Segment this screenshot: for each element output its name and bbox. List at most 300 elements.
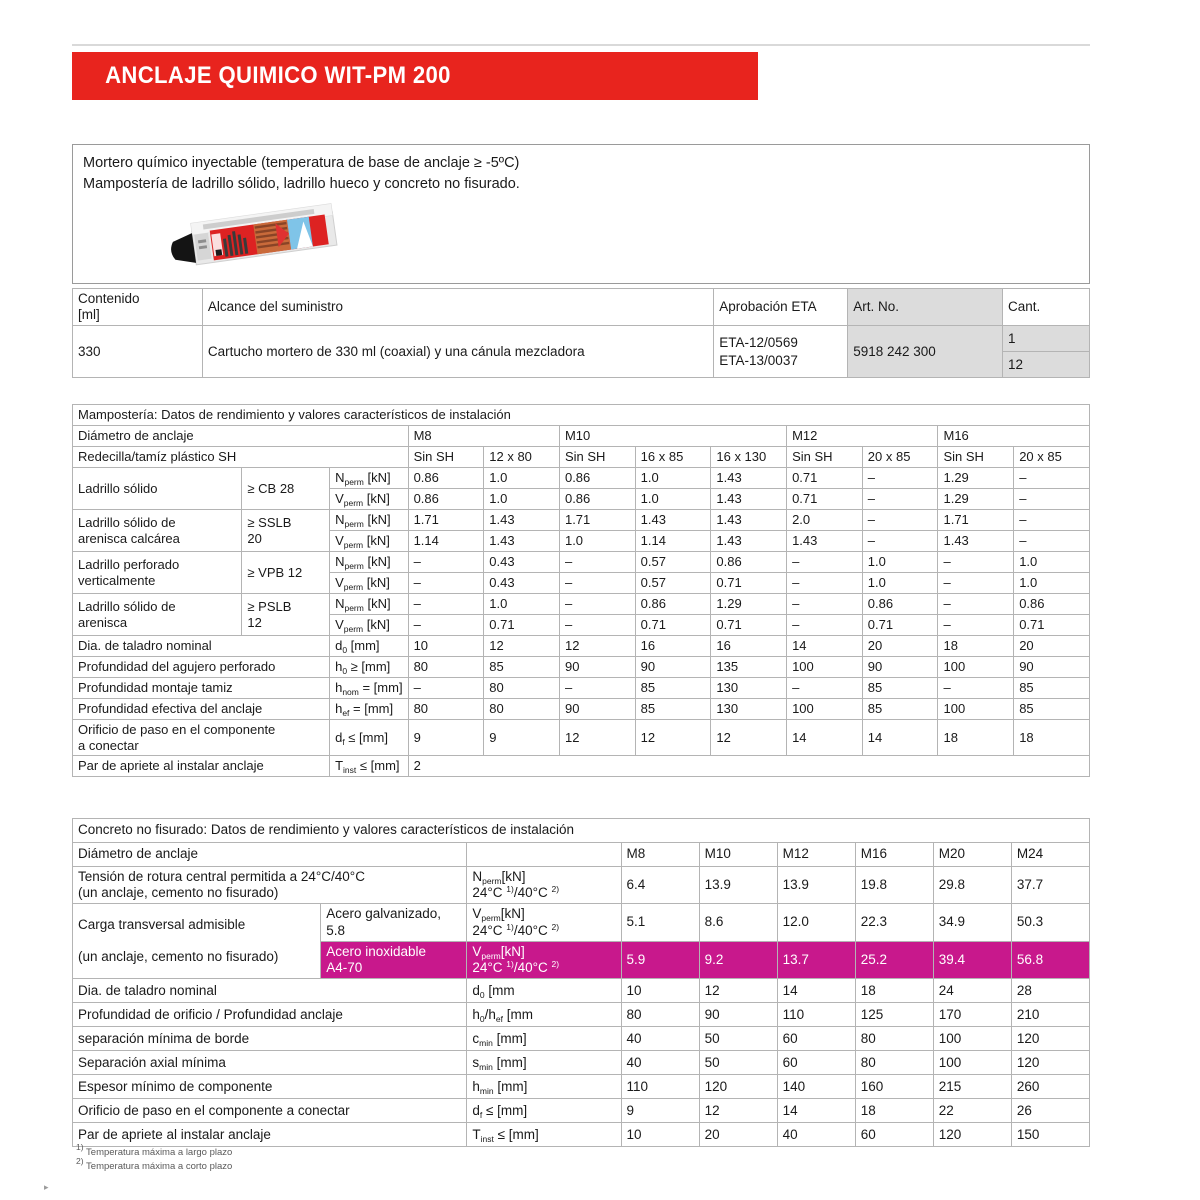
data-cell: – (862, 531, 938, 552)
data-cell: – (1014, 489, 1090, 510)
data-cell: 1.43 (711, 468, 787, 489)
data-cell: 215 (933, 1075, 1011, 1099)
cell-art-no: 5918 242 300 (848, 326, 1003, 378)
data-cell: – (787, 615, 863, 636)
data-cell: 80 (408, 699, 484, 720)
data-cell: 5.9 (621, 941, 699, 978)
data-cell: 12 (635, 720, 711, 756)
data-cell: 12 (484, 636, 560, 657)
data-cell: 1.14 (635, 531, 711, 552)
data-cell: 85 (862, 678, 938, 699)
data-cell: 0.57 (635, 552, 711, 573)
concrete-caption: Concreto no fisurado: Datos de rendimiento y valores característicos de instalación (73, 819, 1090, 843)
dimension-label: Par de apriete al instalar anclaje (73, 1123, 467, 1147)
symbol-temps: 24°C $^{1)}$/40°C $^{2)}$ (472, 884, 560, 901)
data-cell: 37.7 (1011, 867, 1089, 904)
data-cell: 2 (408, 756, 1089, 777)
symbol-cell (467, 1003, 621, 1027)
data-cell: 50 (699, 1051, 777, 1075)
data-cell: 9 (408, 720, 484, 756)
data-cell: 19.8 (855, 867, 933, 904)
symbol-cell (330, 573, 408, 594)
data-cell: 0.86 (635, 594, 711, 615)
data-cell: 1.43 (711, 531, 787, 552)
data-cell: 40 (621, 1027, 699, 1051)
page-corner-mark: ▸ (44, 1182, 49, 1192)
symbol-cell (330, 510, 408, 531)
concrete-table (72, 818, 1090, 1147)
masonry-dimension-row (73, 699, 1090, 720)
symbol: $d_f \le [mm]$ (472, 1102, 528, 1120)
description-line-2: Mampostería de ladrillo sólido, ladrillo hueco y concreto no fisurado. (83, 176, 520, 193)
data-cell: 60 (777, 1051, 855, 1075)
diameter-header: M16 (855, 843, 933, 867)
masonry-sieve-label: Redecilla/tamíz plástico SH (73, 447, 409, 468)
dimension-label: Dia. de taladro nominal (73, 979, 467, 1003)
data-cell: – (938, 594, 1014, 615)
data-cell: 9.2 (699, 941, 777, 978)
data-cell: 13.9 (699, 867, 777, 904)
data-cell: 1.0 (1014, 573, 1090, 594)
diameter-header: M20 (933, 843, 1011, 867)
data-cell: 80 (621, 1003, 699, 1027)
sieve-header: 16 x 130 (711, 447, 787, 468)
symbol-cell (467, 1051, 621, 1075)
data-cell: 1.14 (408, 531, 484, 552)
data-cell: 85 (1014, 678, 1090, 699)
data-cell: – (862, 468, 938, 489)
concrete-diameter-row (73, 843, 1090, 867)
material-name: Ladrillo sólido de arenisca calcárea (73, 510, 242, 552)
concrete-table-box (72, 818, 1090, 1144)
data-cell: 1.71 (408, 510, 484, 531)
data-cell: 1.0 (635, 489, 711, 510)
footnote-2-marker: 2) (76, 1156, 84, 1167)
data-cell: 1.43 (711, 489, 787, 510)
data-cell: 80 (484, 678, 560, 699)
symbol: $s_{min}$ [mm] (472, 1054, 527, 1072)
data-cell: 20 (1014, 636, 1090, 657)
symbol-cell (330, 699, 408, 720)
data-cell: 210 (1011, 1003, 1089, 1027)
data-cell: – (408, 678, 484, 699)
page-title: ANCLAJE QUIMICO WIT-PM 200 (105, 62, 451, 89)
sieve-header: 20 x 85 (1014, 447, 1090, 468)
symbol-cell (330, 552, 408, 573)
sieve-header: 12 x 80 (484, 447, 560, 468)
symbol: $h_{min}$ [mm] (472, 1078, 528, 1096)
concrete-dimension-row (73, 1099, 1090, 1123)
symbol: $V_{perm}[kN]$ (472, 906, 525, 924)
data-cell: 0.86 (408, 489, 484, 510)
masonry-table-box (72, 404, 1090, 798)
product-table-row (73, 326, 1090, 352)
material-name: Ladrillo sólido (73, 468, 242, 510)
symbol: $c_{min}$ [mm] (472, 1030, 527, 1048)
data-cell: 25.2 (855, 941, 933, 978)
data-cell: 0.71 (635, 615, 711, 636)
dimension-label: Orificio de paso en el componente a conectar (73, 1099, 467, 1123)
data-cell: 0.71 (787, 489, 863, 510)
data-cell: 90 (559, 699, 635, 720)
diameter-header: M24 (1011, 843, 1089, 867)
sieve-header: Sin SH (408, 447, 484, 468)
masonry-caption-row (73, 405, 1090, 426)
symbol-cell (330, 756, 408, 777)
header-contenido-l2: [ml] (78, 307, 100, 323)
data-cell: 16 (635, 636, 711, 657)
data-cell: 0.71 (1014, 615, 1090, 636)
data-cell: 90 (559, 657, 635, 678)
data-cell: 100 (938, 657, 1014, 678)
data-cell: 0.86 (1014, 594, 1090, 615)
data-cell: 80 (855, 1027, 933, 1051)
symbol: $N_{perm}[kN]$ (472, 869, 526, 886)
symbol: $N_{perm}$ [kN] (335, 596, 391, 614)
data-cell: 1.43 (787, 531, 863, 552)
data-cell: 28 (1011, 979, 1089, 1003)
data-cell: 1.0 (635, 468, 711, 489)
data-cell: 29.8 (933, 867, 1011, 904)
description-line-1: Mortero químico inyectable (temperatura de base de anclaje ≥ -5ºC) (83, 155, 520, 171)
data-cell: 120 (699, 1075, 777, 1099)
header-alcance: Alcance del suministro (202, 289, 713, 326)
data-cell: 110 (621, 1075, 699, 1099)
data-cell: 0.86 (711, 552, 787, 573)
data-cell: 12 (699, 1099, 777, 1123)
data-cell: 34.9 (933, 904, 1011, 941)
data-cell: 90 (635, 657, 711, 678)
diameter-header: M10 (559, 426, 786, 447)
sieve-header: 20 x 85 (862, 447, 938, 468)
dimension-label: Profundidad efectiva del anclaje (73, 699, 330, 720)
data-cell: 100 (938, 699, 1014, 720)
data-cell: 0.43 (484, 552, 560, 573)
data-cell: 20 (699, 1123, 777, 1147)
masonry-table (72, 404, 1090, 777)
data-cell: 10 (621, 1123, 699, 1147)
data-cell: 0.86 (559, 489, 635, 510)
header-cant: Cant. (1003, 289, 1090, 326)
data-cell: – (1014, 531, 1090, 552)
concrete-tension-row (73, 867, 1090, 904)
concrete-dimension-row (73, 979, 1090, 1003)
symbol-cell (467, 904, 621, 941)
data-cell: 1.43 (711, 510, 787, 531)
data-cell: 1.0 (862, 573, 938, 594)
diameter-header: M10 (699, 843, 777, 867)
data-cell: 18 (938, 720, 1014, 756)
data-cell: 18 (1014, 720, 1090, 756)
top-divider (72, 44, 1090, 46)
material-grade: ≥ CB 28 (242, 468, 330, 510)
data-cell: 170 (933, 1003, 1011, 1027)
data-cell: 18 (855, 979, 933, 1003)
data-cell: 1.29 (938, 468, 1014, 489)
data-cell: – (1014, 468, 1090, 489)
diameter-header: M16 (938, 426, 1090, 447)
data-cell: 1.0 (484, 489, 560, 510)
data-cell: 12 (559, 636, 635, 657)
symbol: $h_0/h_{ef}$ [mm (472, 1006, 533, 1024)
footnote-1-text: Temperatura máxima a largo plazo (86, 1147, 233, 1158)
data-cell: 40 (621, 1051, 699, 1075)
symbol-temps: 24°C $^{1)}$/40°C $^{2)}$ (472, 921, 560, 938)
concrete-dimension-row (73, 1051, 1090, 1075)
data-cell: 12 (711, 720, 787, 756)
data-cell: – (787, 594, 863, 615)
data-cell: 110 (777, 1003, 855, 1027)
concrete-caption-row (73, 819, 1090, 843)
data-cell: 6.4 (621, 867, 699, 904)
dimension-label: Dia. de taladro nominal (73, 636, 330, 657)
symbol: $N_{perm}$ [kN] (335, 512, 391, 530)
data-cell: 56.8 (1011, 941, 1089, 978)
symbol-cell (467, 1123, 621, 1147)
data-cell: 20 (862, 636, 938, 657)
data-cell: 14 (777, 1099, 855, 1123)
data-cell: 1.0 (484, 468, 560, 489)
cell-cant-1: 1 (1003, 326, 1090, 352)
masonry-material-row (73, 510, 1090, 531)
cartridge-icon (165, 203, 365, 269)
data-cell: 1.43 (635, 510, 711, 531)
masonry-sieve-row (73, 447, 1090, 468)
symbol-cell (467, 1027, 621, 1051)
symbol-cell (330, 489, 408, 510)
dimension-label: separación mínima de borde (73, 1027, 467, 1051)
material-grade: ≥ PSLB 12 (242, 594, 330, 636)
data-cell: 0.71 (711, 615, 787, 636)
header-aprobacion-eta: Aprobación ETA (714, 289, 848, 326)
dimension-label: Profundidad del agujero perforado (73, 657, 330, 678)
data-cell: 39.4 (933, 941, 1011, 978)
concrete-dimension-row (73, 1075, 1090, 1099)
masonry-material-row (73, 552, 1090, 573)
data-cell: 18 (938, 636, 1014, 657)
data-cell: 1.0 (1014, 552, 1090, 573)
diameter-header: M8 (408, 426, 559, 447)
footnotes (76, 1142, 676, 1175)
masonry-dimension-row (73, 678, 1090, 699)
data-cell: 120 (1011, 1051, 1089, 1075)
data-cell: – (559, 552, 635, 573)
symbol: $d_0$ [mm] (335, 638, 380, 656)
masonry-diameter-row (73, 426, 1090, 447)
data-cell: 16 (711, 636, 787, 657)
diameter-header: M12 (777, 843, 855, 867)
data-cell: 85 (635, 678, 711, 699)
data-cell: 120 (933, 1123, 1011, 1147)
data-cell: 1.29 (711, 594, 787, 615)
data-cell: 0.71 (862, 615, 938, 636)
data-cell: – (938, 615, 1014, 636)
data-cell: – (862, 510, 938, 531)
data-cell: – (787, 573, 863, 594)
data-cell: 1.0 (862, 552, 938, 573)
data-cell: 1.71 (559, 510, 635, 531)
data-cell: 140 (777, 1075, 855, 1099)
sieve-header: 16 x 85 (635, 447, 711, 468)
symbol: $T_{inst} \le [mm]$ (335, 758, 400, 776)
symbol: $T_{inst} \le [mm]$ (472, 1126, 539, 1144)
data-cell: – (938, 552, 1014, 573)
dimension-label: Profundidad de orificio / Profundidad anclaje (73, 1003, 467, 1027)
data-cell: – (408, 594, 484, 615)
data-cell: 1.0 (484, 594, 560, 615)
data-cell: 14 (777, 979, 855, 1003)
data-cell: 0.86 (559, 468, 635, 489)
data-cell: 26 (1011, 1099, 1089, 1123)
symbol: $h_{ef} = [mm]$ (335, 701, 394, 719)
footnote-2 (76, 1156, 676, 1174)
data-cell: 90 (1014, 657, 1090, 678)
diameter-header: M12 (787, 426, 938, 447)
data-cell: 50.3 (1011, 904, 1089, 941)
data-cell: 60 (777, 1027, 855, 1051)
data-cell: – (408, 552, 484, 573)
data-cell: 14 (787, 636, 863, 657)
description-text (73, 145, 1089, 195)
data-cell: 0.57 (635, 573, 711, 594)
sieve-header: Sin SH (559, 447, 635, 468)
sieve-header: Sin SH (938, 447, 1014, 468)
data-cell: 90 (862, 657, 938, 678)
material-grade: ≥ VPB 12 (242, 552, 330, 594)
masonry-torque-row (73, 756, 1090, 777)
material-galvanized: Acero galvanizado, 5.8 (321, 904, 467, 941)
data-cell: 130 (711, 678, 787, 699)
shear-label: Carga transversal admisible (un anclaje, cemento no fisurado) (73, 904, 321, 979)
symbol: $h_0 \ge [mm]$ (335, 659, 391, 677)
symbol: $h_{nom} = [mm]$ (335, 680, 403, 698)
material-name: Ladrillo perforado verticalmente (73, 552, 242, 594)
symbol-cell (330, 720, 408, 756)
data-cell: 9 (484, 720, 560, 756)
data-cell: 0.86 (408, 468, 484, 489)
material-grade: ≥ SSLB 20 (242, 510, 330, 552)
data-cell: 22.3 (855, 904, 933, 941)
data-cell: – (787, 678, 863, 699)
data-cell: 120 (1011, 1027, 1089, 1051)
data-cell: 40 (777, 1123, 855, 1147)
cell-cant-2: 12 (1003, 352, 1090, 378)
data-cell: – (938, 573, 1014, 594)
data-cell: 14 (787, 720, 863, 756)
sieve-header: Sin SH (787, 447, 863, 468)
symbol: $d_f \le [mm]$ (335, 729, 388, 747)
symbol: $V_{perm}$ [kN] (335, 617, 390, 635)
symbol: $V_{perm}[kN]$ (472, 943, 525, 961)
data-cell: 1.29 (938, 489, 1014, 510)
symbol-cell (467, 867, 621, 904)
data-cell: 150 (1011, 1123, 1089, 1147)
footnote-2-text: Temperatura máxima a corto plazo (86, 1161, 233, 1173)
data-cell: 60 (855, 1123, 933, 1147)
data-cell: 12.0 (777, 904, 855, 941)
symbol: $N_{perm}$ [kN] (335, 554, 391, 572)
data-cell: 80 (855, 1051, 933, 1075)
dimension-label: Espesor mínimo de componente (73, 1075, 467, 1099)
data-cell: 18 (855, 1099, 933, 1123)
symbol: $N_{perm}$ [kN] (335, 470, 391, 488)
data-cell: 80 (408, 657, 484, 678)
data-cell: 100 (933, 1027, 1011, 1051)
header-contenido (73, 289, 203, 326)
data-cell: 24 (933, 979, 1011, 1003)
symbol-cell (467, 979, 621, 1003)
data-cell: 1.0 (559, 531, 635, 552)
data-cell: 100 (787, 657, 863, 678)
masonry-caption: Mampostería: Datos de rendimiento y valores característicos de instalación (73, 405, 1090, 426)
masonry-material-row (73, 468, 1090, 489)
data-cell: – (408, 573, 484, 594)
masonry-dimension-row (73, 636, 1090, 657)
data-cell: 10 (408, 636, 484, 657)
material-stainless: Acero inoxidable A4-70 (321, 941, 467, 978)
data-cell: 5.1 (621, 904, 699, 941)
cell-eta-2: ETA-13/0037 (719, 352, 798, 368)
symbol-cell (467, 1099, 621, 1123)
data-cell: 125 (855, 1003, 933, 1027)
data-cell: 160 (855, 1075, 933, 1099)
data-cell: 100 (933, 1051, 1011, 1075)
data-cell: 0.71 (711, 573, 787, 594)
data-cell: 85 (862, 699, 938, 720)
data-cell: 130 (711, 699, 787, 720)
data-cell: – (787, 552, 863, 573)
data-cell: 0.71 (484, 615, 560, 636)
data-cell: 85 (484, 657, 560, 678)
diameter-header: M8 (621, 843, 699, 867)
data-cell: 50 (699, 1027, 777, 1051)
data-cell: – (559, 615, 635, 636)
data-cell: – (1014, 510, 1090, 531)
tension-label: Tensión de rotura central permitida a 24°C/40°C (un anclaje, cemento no fisurado) (73, 867, 467, 904)
product-table-box (72, 288, 1090, 378)
masonry-material-row (73, 594, 1090, 615)
data-cell: 100 (787, 699, 863, 720)
dimension-label: Separación axial mínima (73, 1051, 467, 1075)
data-cell: 85 (635, 699, 711, 720)
symbol-cell (330, 531, 408, 552)
data-cell: 1.71 (938, 510, 1014, 531)
data-cell: 22 (933, 1099, 1011, 1123)
data-cell: – (408, 615, 484, 636)
data-cell: 0.43 (484, 573, 560, 594)
product-table (72, 288, 1090, 378)
data-cell: 12 (559, 720, 635, 756)
concrete-diameter-label: Diámetro de anclaje (73, 843, 467, 867)
symbol-temps: 24°C $^{1)}$/40°C $^{2)}$ (472, 958, 560, 975)
data-cell: – (559, 594, 635, 615)
header-contenido-l1: Contenido (78, 291, 140, 306)
data-cell: – (938, 678, 1014, 699)
concrete-dimension-row (73, 1027, 1090, 1051)
footnote-1 (76, 1142, 676, 1160)
masonry-through-hole-row (73, 720, 1090, 756)
spacer-cell (467, 843, 621, 867)
data-cell: 10 (621, 979, 699, 1003)
cell-eta-1: ETA-12/0569 (719, 334, 798, 350)
data-cell: – (862, 489, 938, 510)
symbol-cell (330, 594, 408, 615)
symbol-cell (330, 468, 408, 489)
data-cell: 90 (699, 1003, 777, 1027)
symbol: $d_0$ [mm (472, 982, 515, 1000)
data-cell: 80 (484, 699, 560, 720)
data-cell: 0.71 (787, 468, 863, 489)
